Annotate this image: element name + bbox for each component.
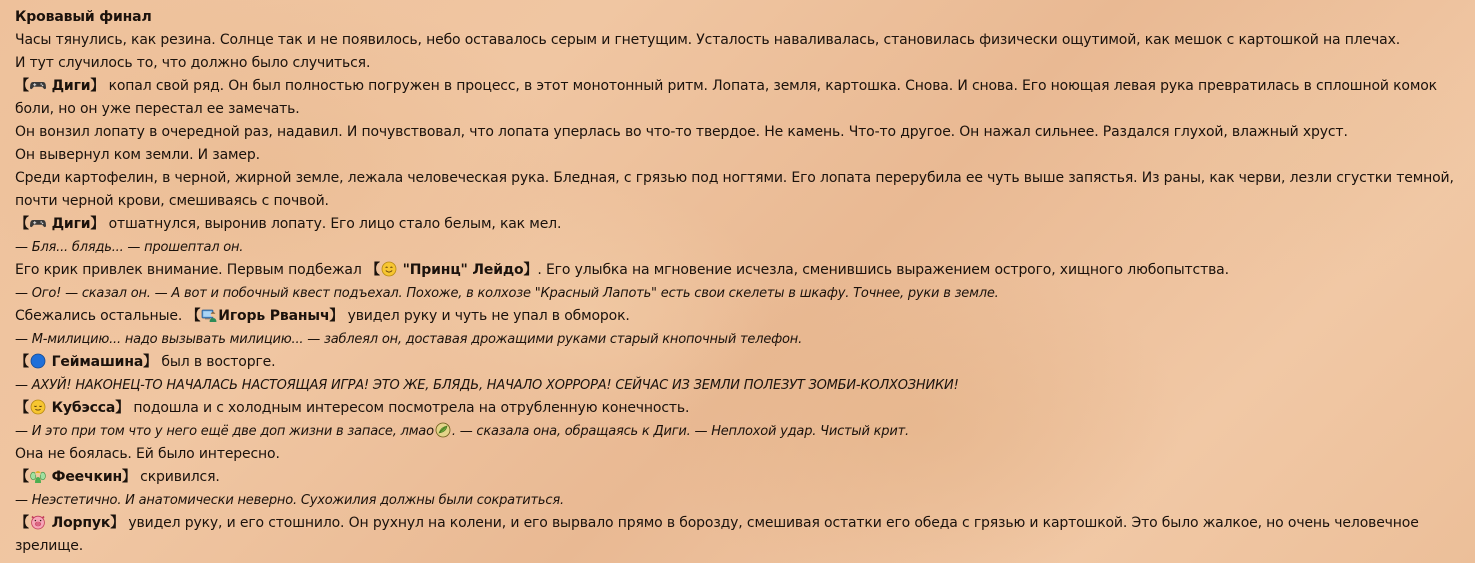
- blue-circle-icon: [30, 353, 46, 369]
- bracket-open: 【: [15, 469, 29, 485]
- character-tag-lorpuk: [15, 515, 124, 531]
- story-content: [15, 6, 1465, 558]
- bracket-close: 】: [523, 262, 538, 278]
- character-tag-feechkin: [15, 469, 136, 485]
- character-name: Геймашина: [51, 354, 144, 370]
- character-name: Кубэсса: [51, 400, 116, 416]
- paragraph: [15, 305, 1465, 328]
- dialogue-line: — Неэстетично. И анатомически неверно. Сухожилия должны были сократиться.: [15, 493, 564, 508]
- paragraph-text: подошла и с холодным интересом посмотрела на отрубленную конечность.: [129, 400, 690, 416]
- gamepad-icon: [30, 77, 46, 93]
- bracket-close: 】: [122, 469, 136, 485]
- dialogue-line: — Ого! — сказал он. — А вот и побочный квест подъехал. Похоже, в колхозе "Красный Лапоть" есть свои скелеты в шкафу. Точнее, руки в земле.: [15, 286, 999, 301]
- paragraph: [15, 397, 1465, 420]
- paragraph: Она не боялась. Ей было интересно.: [15, 446, 280, 462]
- bracket-open: 【: [15, 216, 29, 232]
- character-tag-igor: [186, 308, 343, 324]
- paragraph-text: . Его улыбка на мгновение исчезла, сменившись выражением острого, хищного любопытства.: [537, 262, 1229, 278]
- character-tag-leido: [366, 262, 537, 278]
- dialogue-line: — М-милицию... надо вызывать милицию... — заблеял он, доставая дрожащими руками старый кнопочный телефон.: [15, 332, 803, 347]
- bracket-open: 【: [186, 308, 201, 324]
- bracket-close: 】: [329, 308, 344, 324]
- paragraph: Часы тянулись, как резина. Солнце так и не появилось, небо оставалось серым и гнетущим. Усталость наваливалась, становилась физически ощутимой, как мешок с картошкой на плечах.: [15, 32, 1401, 48]
- gamepad-icon: [30, 215, 46, 231]
- bracket-open: 【: [15, 400, 29, 416]
- dialogue-line: — АХУЙ! НАКОНЕЦ-ТО НАЧАЛАСЬ НАСТОЯЩАЯ ИГРА! ЭТО ЖЕ, БЛЯДЬ, НАЧАЛО ХОРРОРА! СЕЙЧАС ИЗ ЗЕМЛИ ПОЛЕЗУТ ЗОМБИ-КОЛХОЗНИКИ!: [15, 378, 959, 393]
- paragraph-text: был в восторге.: [157, 354, 276, 370]
- paragraph-text: отшатнулся, выронив лопату. Его лицо стало белым, как мел.: [104, 216, 562, 232]
- paragraph: И тут случилось то, что должно было случиться.: [15, 55, 371, 71]
- paragraph: [15, 259, 1465, 282]
- bracket-open: 【: [15, 354, 29, 370]
- paragraph: [15, 351, 1465, 374]
- character-name: Лорпук: [51, 515, 111, 531]
- dialogue-line: [15, 420, 1465, 443]
- character-tag-kubessa: [15, 400, 129, 416]
- paragraph: Он вонзил лопату в очередной раз, надавил. И почувствовал, что лопата уперлась во что-то твердое. Не камень. Что-то другое. Он нажал сильнее. Раздался глухой, влажный хруст.: [15, 124, 1348, 140]
- herb-icon: [435, 422, 451, 438]
- paragraph: Он вывернул ком земли. И замер.: [15, 147, 260, 163]
- bracket-close: 】: [143, 354, 158, 370]
- character-tag-geimashina: [15, 354, 157, 370]
- character-name: Феечкин: [51, 469, 123, 485]
- bracket-close: 】: [90, 216, 105, 232]
- relieved-face-icon: [30, 399, 46, 415]
- character-name: Игорь Рваныч: [218, 308, 330, 324]
- paragraph-text: скривился.: [135, 469, 220, 485]
- paragraph: [15, 466, 1465, 489]
- paragraph: [15, 75, 1465, 121]
- paragraph-text: увидел руку и чуть не упал в обморок.: [343, 308, 630, 324]
- paragraph-text: Сбежались остальные.: [15, 308, 187, 324]
- bracket-close: 】: [110, 515, 125, 531]
- paragraph: [15, 213, 1465, 236]
- paragraph-text: Его крик привлек внимание. Первым подбежал: [15, 262, 366, 278]
- bracket-close: 】: [115, 400, 130, 416]
- bracket-open: 【: [15, 78, 29, 94]
- paragraph-text: увидел руку, и его стошнило. Он рухнул на колени, и его вырвало прямо в борозду, смешивая остатки его обеда с грязью и картошкой. Это было жалкое, но очень человечное зрелище.: [15, 515, 1419, 554]
- bracket-open: 【: [365, 262, 380, 278]
- dialogue-text: — И это при том что у него ещё две доп жизни в запасе, лмао: [15, 424, 434, 439]
- paragraph: Среди картофелин, в черной, жирной земле, лежала человеческая рука. Бледная, с грязью под ногтями. Его лопата перерубила ее чуть выше запястья. Из раны, как черви, лезли сгустки темной, почти черной крови, смешиваясь с почвой.: [15, 170, 1454, 209]
- story-title: Кровавый финал: [15, 9, 152, 25]
- smiling-face-icon: [381, 261, 397, 277]
- dialogue-text: . — сказала она, обращаясь к Диги. — Неплохой удар. Чистый крит.: [451, 424, 909, 439]
- paragraph: [15, 512, 1465, 558]
- bracket-open: 【: [15, 515, 29, 531]
- pig-face-icon: [30, 514, 46, 530]
- character-name: "Принц" Лейдо: [402, 262, 524, 278]
- character-tag-digi: [15, 216, 104, 232]
- fairy-icon: [30, 468, 46, 484]
- character-name: Диги: [51, 216, 91, 232]
- bracket-close: 】: [90, 78, 105, 94]
- office-worker-icon: [201, 307, 217, 323]
- paragraph-text: копал свой ряд. Он был полностью погружен в процесс, в этот монотонный ритм. Лопата, земля, картошка. Снова. И снова. Его ноющая левая рука превратилась в сплошной комок боли, но он уже перестал ее замечать.: [15, 78, 1437, 117]
- dialogue-line: — Бля... блядь... — прошептал он.: [15, 240, 244, 255]
- character-name: Диги: [51, 78, 91, 94]
- character-tag-digi: [15, 78, 104, 94]
